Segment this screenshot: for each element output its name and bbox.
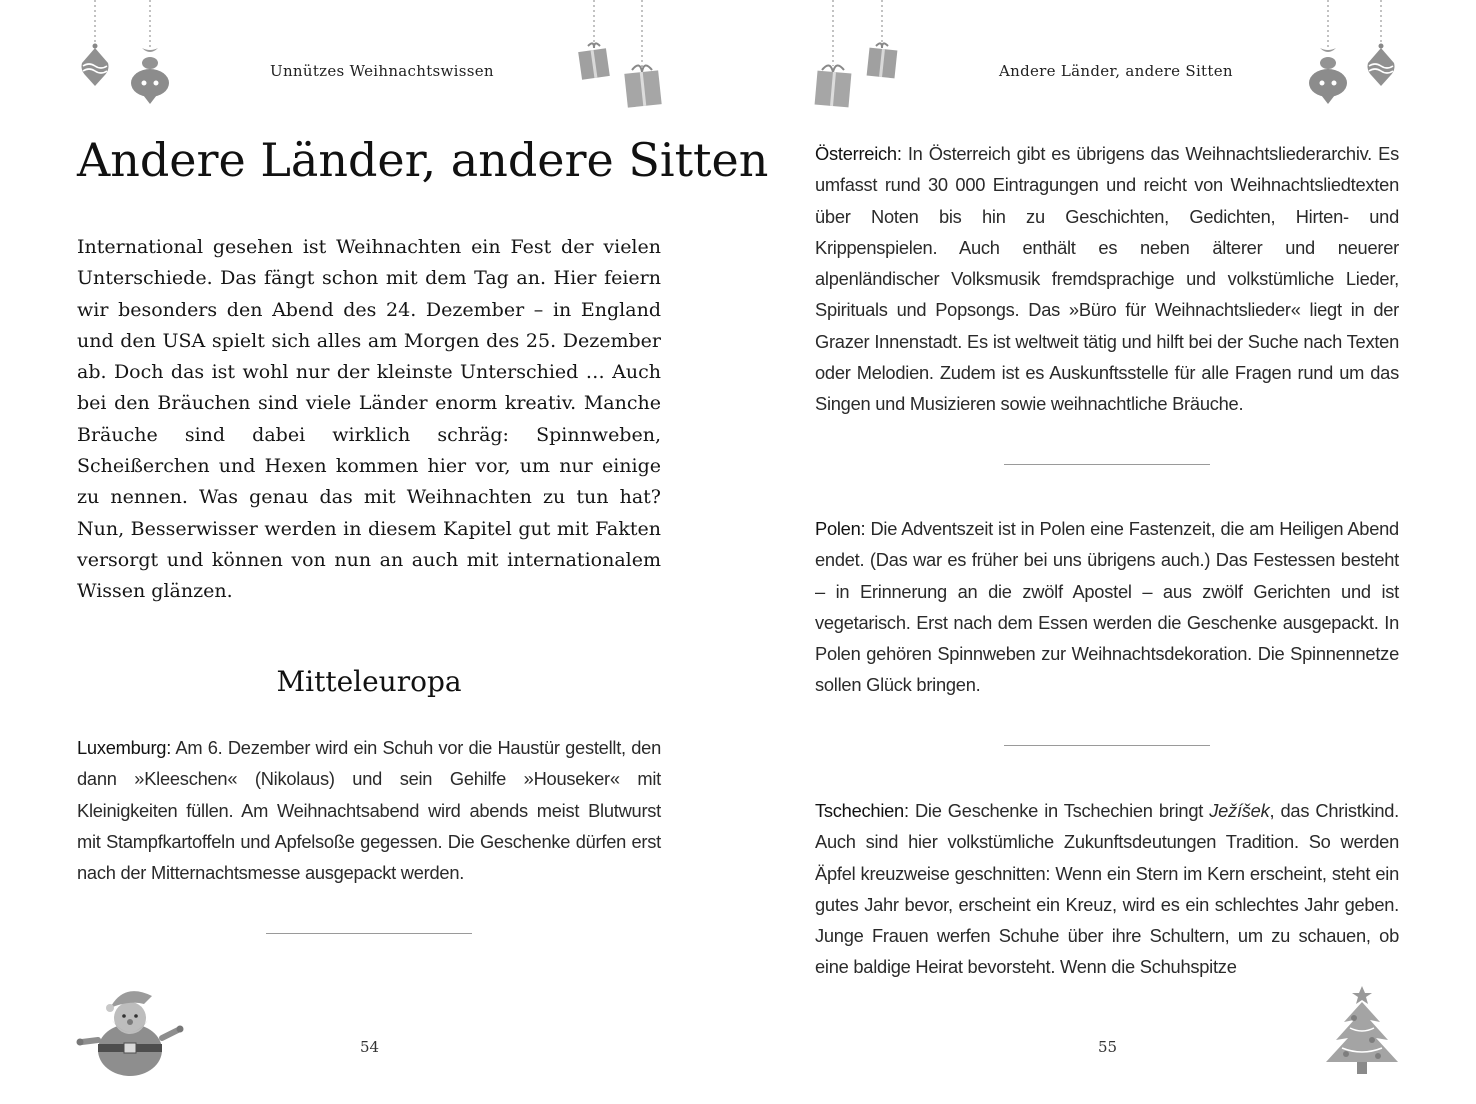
- page-number: 54: [360, 1038, 380, 1056]
- section-divider: [1004, 464, 1210, 465]
- hanging-gifts-left-page: [574, 0, 674, 112]
- entry-label: Österreich:: [815, 143, 902, 164]
- right-page: [738, 0, 1476, 1104]
- entry-text: Am 6. Dezember wird ein Schuh vor die Haustür gestellt, den dann »Kleeschen« (Nikolaus) und sein Gehilfe »Houseker« mit Kleinigkeiten füllen. Am Weihnachtsabend wird abends meist Blutwurst mit Stampfkartoffeln und Apfelsoße gegessen. Die Geschenke dürfen erst nach der Mitternachtsmesse ausgepackt werden.: [77, 737, 661, 884]
- bauble-icon: [1309, 0, 1347, 104]
- bauble-icon: [82, 0, 109, 86]
- entry-label: Polen:: [815, 518, 866, 539]
- entry-text-italic: Ježíšek: [1209, 800, 1270, 821]
- running-head: Andere Länder, andere Sitten: [999, 62, 1233, 80]
- section-divider: [1004, 745, 1210, 746]
- entry-text-after: , das Christkind. Auch sind hier volkstümliche Zukunftsdeutungen Tradition. So werden Äpfel kreuzweise geschnitten: Wenn ein Stern im Kern erscheint, steht ein gutes Jahr bevor, erscheint ein Kreuz, wird es ein schlechtes Jahr geben. Junge Frauen werfen Schuhe über ihre Schultern, um zu schauen, ob eine baldige Heirat bevorsteht. Wenn die Schuhspitze: [815, 800, 1399, 978]
- gift-box-icon: [815, 0, 852, 107]
- running-head: Unnützes Weihnachtswissen: [270, 62, 494, 80]
- santa-icon: [74, 982, 186, 1078]
- gift-box-icon: [578, 0, 610, 80]
- section-divider: [266, 933, 472, 934]
- hanging-gifts-right-page: [810, 0, 900, 112]
- entry-text: Die Adventszeit ist in Polen eine Fastenzeit, die am Heiligen Abend endet. (Das war es früher bei uns übrigens auch.) Das Festessen besteht – in Erinnerung an die zwölf Apostel – aus zwölf Gerichten und ist vegetarisch. Erst nach dem Essen werden die Geschenke ausgepackt. In Polen gehören Spinnweben zur Weihnachtsdekoration. Die Spinnennetze sollen Glück bringen.: [815, 518, 1399, 696]
- page-title: Andere Länder, andere Sitten: [77, 133, 769, 187]
- intro-paragraph: International gesehen ist Weihnachten ein Fest der vielen Unterschiede. Das fängt schon mit dem Tag an. Hier feiern wir besonders den Abend des 24. Dezember – in England und den USA spielt sich alles am Morgen des 25. Dezember ab. Doch das ist wohl nur der kleinste Unterschied … Auch bei den Bräuchen sind viele Länder enorm kreativ. Manche Bräuche sind dabei wirklich schräg: Spinnweben, Scheißerchen und Hexen kommen hier vor, um nur einige zu nennen. Was genau das mit Weihnachten zu tun hat? Nun, Besserwisser werden in diesem Kapitel gut mit Fakten versorgt und können von nun an auch mit internationalem Wissen glänzen.: [77, 236, 661, 603]
- entry-text-before: Die Geschenke in Tschechien bringt: [914, 800, 1210, 821]
- christmas-tree-icon: [1320, 984, 1404, 1078]
- section-title: Mitteleuropa: [276, 665, 462, 698]
- entry-oesterreich: [815, 138, 1399, 420]
- entry-tschechien: [815, 795, 1399, 983]
- gift-box-icon: [624, 0, 661, 108]
- entry-label: Luxemburg:: [77, 737, 172, 758]
- bauble-icon: [1368, 0, 1395, 86]
- gift-box-icon: [867, 0, 898, 78]
- entry-text: In Österreich gibt es übrigens das Weihnachtsliederarchiv. Es umfasst rund 30 000 Eintragungen und reicht von Weihnachtsliedtexten über Noten bis hin zu Geschichten, Gedichten, Hirten- und Krippenspielen. Auch enthält es neben älterer und neuerer alpenländischer Volksmusik fremdsprachige und volkstümliche Lieder, Spirituals und Popsongs. Das »Büro für Weihnachtslieder« liegt in der Grazer Innenstadt. Es ist weltweit tätig und hilft bei der Suche nach Texten oder Melodien. Zudem ist es Auskunftsstelle für alle Fragen rund um das Singen und Musizieren sowie weihnachtliche Bräuche.: [815, 143, 1399, 415]
- entry-polen: [815, 513, 1399, 701]
- hanging-baubles-left: [70, 0, 180, 110]
- entry-luxemburg: [77, 732, 661, 888]
- hanging-baubles-right: [1300, 0, 1410, 110]
- entry-label: Tschechien:: [815, 800, 909, 821]
- page-number: 55: [1098, 1038, 1118, 1056]
- bauble-icon: [131, 0, 169, 104]
